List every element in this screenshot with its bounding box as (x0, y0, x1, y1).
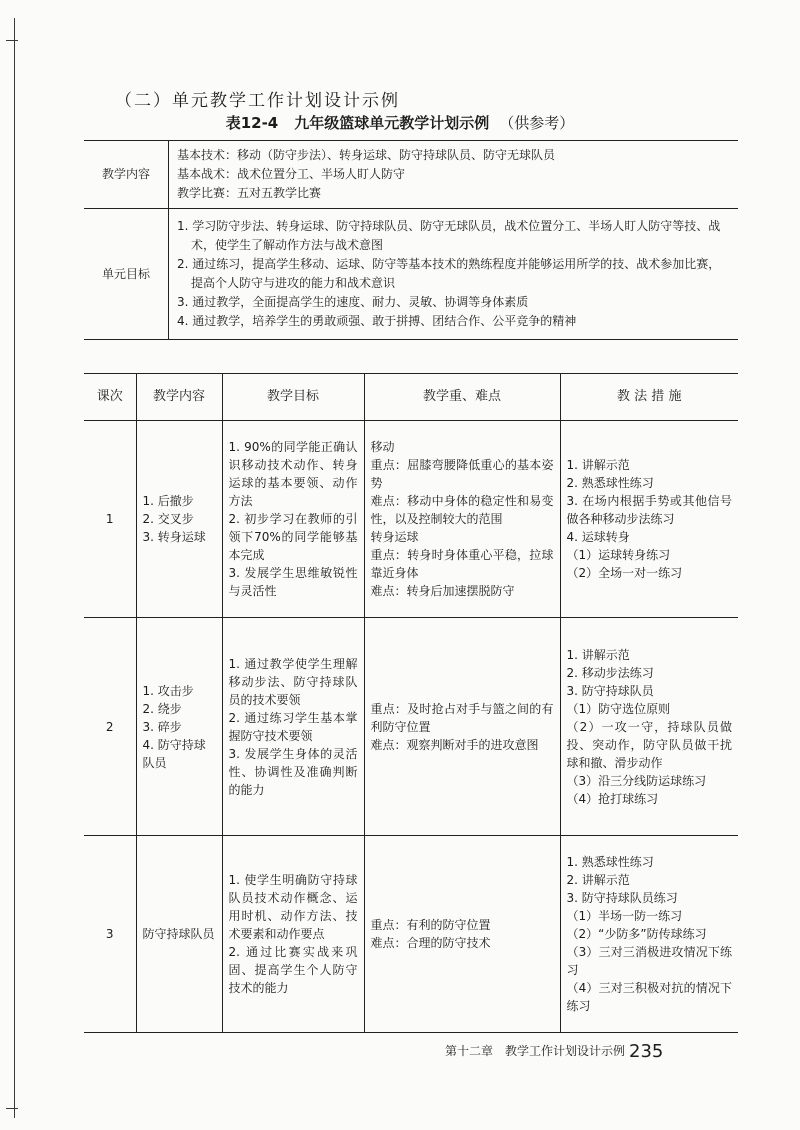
goal-item: 2. 通过比赛实战来巩固、提高学生个人防守技术的能力 (228, 945, 358, 995)
lesson-keypoints (364, 618, 560, 836)
keypoint-item: 重点：有利的防守位置 (370, 918, 491, 932)
goal-item: 2. 通过练习，提高学生移动、运球、防守等基本技术的熟练程度并能够运用所学的技、战术参加比赛，提高个人防守与进攻的能力和战术意识 (177, 257, 721, 290)
lesson-methods (560, 836, 738, 1033)
goal-item: 2. 初步学习在教师的引领下70%的同学能够基本完成 (228, 512, 358, 562)
keypoint-item: 难点：转身后加速摆脱防守 (370, 584, 515, 598)
lesson-plan-table (84, 373, 738, 1033)
goal-item: 1. 通过教学使学生理解移动步法、防守持球队员的技术要领 (228, 656, 358, 707)
lesson-methods (560, 421, 738, 618)
keypoint-item: 难点：移动中身体的稳定性和易变性，以及控制较大的范围 (370, 494, 554, 526)
lesson-goals (222, 836, 364, 1033)
goals-label: 单元目标 (84, 209, 169, 340)
content-item: 防守持球队员 (142, 927, 215, 941)
method-item: （1）半场一防一练习 (566, 909, 683, 923)
lesson-row (84, 421, 738, 618)
keypoint-item: 难点：合理的防守技术 (370, 936, 491, 950)
goal-item: 1. 90%的同学能正确认识移动技术动作、转身运球的基本要领、动作方法 (228, 440, 358, 508)
method-item: 2. 移动步法练习 (566, 665, 654, 680)
goal-item: 3. 通过教学，全面提高学生的速度、耐力、灵敏、协调等身体素质 (177, 295, 529, 309)
keypoint-item: 重点：及时抢占对手与篮之间的有利防守位置 (370, 701, 554, 734)
header-lesson-no: 课次 (84, 374, 136, 421)
method-item: （2）“少防多”防传球练习 (566, 927, 707, 941)
table-title (0, 112, 800, 133)
method-item: 1. 熟悉球性练习 (566, 855, 654, 869)
method-item: 2. 熟悉球性练习 (566, 476, 654, 490)
lesson-methods (560, 618, 738, 836)
table-caption: 九年级篮球单元教学计划示例 (294, 114, 490, 132)
keypoint-item: 重点：转身时身体重心平稳，拉球靠近身体 (370, 548, 554, 580)
method-item: 3. 在场内根据手势或其他信号做各种移动步法练习 (566, 494, 732, 526)
method-item: （2）一攻一守，持球队员做投、突动作，防守队员做干扰球和撤、滑步动作 (566, 719, 732, 770)
method-item: 2. 讲解示范 (566, 873, 630, 887)
content-line: 教学比赛：五对五教学比赛 (177, 186, 322, 200)
method-item: 3. 防守持球队员练习 (566, 891, 678, 905)
keypoint-item: 转身运球 (370, 530, 419, 544)
lesson-content (136, 421, 222, 618)
overview-table (84, 140, 738, 340)
header-methods: 教 法 措 施 (560, 374, 738, 421)
page-footer (445, 1041, 663, 1062)
table-note: （供参考） (499, 114, 575, 132)
method-item: 1. 讲解示范 (566, 458, 630, 472)
section-title: （二）单元教学工作计划设计示例 (115, 91, 400, 111)
lesson-number: 1 (84, 421, 136, 618)
content-item: 3. 转身运球 (142, 530, 206, 544)
header-row (84, 374, 738, 421)
header-content: 教学内容 (136, 374, 222, 421)
goal-item: 2. 通过练习学生基本掌握防守技术要领 (228, 710, 358, 743)
method-item: （3）沿三分线防运球练习 (566, 773, 707, 788)
goals-row (84, 209, 738, 340)
method-item: （3）三对三消极进攻情况下练习 (566, 945, 732, 977)
method-item: （1）运球转身练习 (566, 548, 671, 562)
method-item: 4. 运球转身 (566, 530, 630, 544)
content-item: 2. 交叉步 (142, 512, 194, 526)
content-item: 1. 后撤步 (142, 494, 194, 508)
table-number: 表12-4 (225, 114, 279, 132)
lesson-row (84, 618, 738, 836)
goal-item: 4. 通过教学，培养学生的勇敢顽强、敢于拼搏、团结合作、公平竞争的精神 (177, 314, 577, 328)
keypoint-item: 重点：屈膝弯腰降低重心的基本姿势 (370, 458, 554, 490)
keypoint-item: 难点：观察判断对手的进攻意图 (370, 737, 539, 752)
method-item: 1. 讲解示范 (566, 647, 630, 662)
lesson-number: 3 (84, 836, 136, 1033)
goal-item: 1. 使学生明确防守持球队员技术动作概念、运用时机、动作方法、技术要素和动作要点 (228, 873, 358, 941)
goal-item: 3. 发展学生身体的灵活性、协调性及准确判断的能力 (228, 746, 358, 797)
binding-line (14, 18, 15, 1118)
content-item: 3. 碎步 (142, 719, 182, 734)
content-body (169, 141, 739, 209)
content-row (84, 141, 738, 209)
method-item: （1）防守选位原则 (566, 701, 671, 716)
content-item: 2. 绕步 (142, 701, 182, 716)
binding-mark (6, 1108, 18, 1109)
page-number: 235 (629, 1041, 664, 1062)
goals-body (169, 209, 739, 340)
lesson-keypoints (364, 836, 560, 1033)
binding-mark (6, 40, 18, 41)
content-label: 教学内容 (84, 141, 169, 209)
chapter-title: 第十二章 教学工作计划设计示例 (445, 1044, 626, 1058)
content-line: 基本技术：移动（防守步法）、转身运球、防守持球队员、防守无球队员 (177, 148, 556, 162)
lesson-goals (222, 618, 364, 836)
header-keypoints: 教学重、难点 (364, 374, 560, 421)
lesson-number: 2 (84, 618, 136, 836)
header-goals: 教学目标 (222, 374, 364, 421)
lesson-row (84, 836, 738, 1033)
content-line: 基本战术：战术位置分工、半场人盯人防守 (177, 167, 406, 181)
method-item: 3. 防守持球队员 (566, 683, 654, 698)
lesson-goals (222, 421, 364, 618)
method-item: （2）全场一对一练习 (566, 566, 683, 580)
lesson-content (136, 618, 222, 836)
content-item: 4. 防守持球队员 (142, 737, 206, 770)
method-item: （4）抢打球练习 (566, 791, 659, 806)
lesson-keypoints (364, 421, 560, 618)
lesson-content (136, 836, 222, 1033)
keypoint-item: 移动 (370, 440, 395, 454)
method-item: （4）三对三积极对抗的情况下练习 (566, 981, 732, 1013)
goal-item: 3. 发展学生思维敏锐性与灵活性 (228, 566, 358, 598)
content-item: 1. 攻击步 (142, 683, 194, 698)
goal-item: 1. 学习防守步法、转身运球、防守持球队员、防守无球队员，战术位置分工、半场人盯人防守等技、战术，使学生了解动作方法与战术意图 (177, 219, 721, 252)
